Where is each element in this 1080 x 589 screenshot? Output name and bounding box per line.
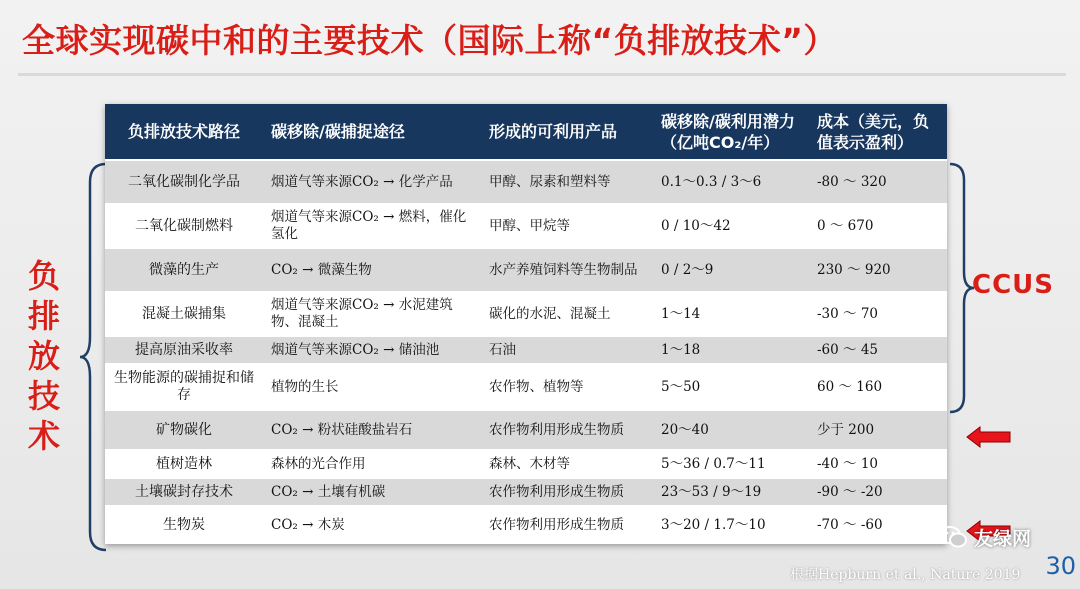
table-row [105, 204, 947, 248]
cell-capture-route: CO₂ → 土壤有机碳 [263, 478, 481, 506]
cell-products: 农作物利用形成生物质 [481, 478, 653, 506]
cell-capture-route: CO₂ → 微藻生物 [263, 248, 481, 292]
column-header-pathway: 负排放技术路径 [105, 104, 263, 160]
cell-potential: 1～18 [653, 336, 809, 364]
title-divider [18, 73, 1066, 76]
cell-potential: 3～20 / 1.7～10 [653, 506, 809, 544]
cell-pathway: 土壤碳封存技术 [105, 478, 263, 506]
cell-cost: 少于 200 [809, 410, 947, 450]
cell-capture-route: 植物的生长 [263, 364, 481, 410]
ccus-label: CCUS [972, 270, 1054, 300]
cell-capture-route: 烟道气等来源CO₂ → 燃料，催化氢化 [263, 204, 481, 248]
cell-pathway: 微藻的生产 [105, 248, 263, 292]
cell-pathway: 二氧化碳制化学品 [105, 160, 263, 204]
negative-emission-label: 负 排 放 技 术 [27, 257, 60, 455]
cell-potential: 5～36 / 0.7～11 [653, 450, 809, 478]
cell-cost: 60 ～ 160 [809, 364, 947, 410]
cell-products: 碳化的水泥、混凝土 [481, 292, 653, 336]
left-brace-icon [78, 162, 108, 552]
cell-capture-route: CO₂ → 粉状硅酸盐岩石 [263, 410, 481, 450]
cell-potential: 0 / 10～42 [653, 204, 809, 248]
table-row [105, 478, 947, 506]
tech-table [105, 104, 947, 544]
slide-title: 全球实现碳中和的主要技术（国际上称“负排放技术”） [22, 21, 837, 60]
cell-products: 农作物、植物等 [481, 364, 653, 410]
column-header-potential: 碳移除/碳利用潜力（亿吨CO₂/年） [653, 104, 809, 160]
cell-potential: 0 / 2～9 [653, 248, 809, 292]
table-row [105, 364, 947, 410]
cell-pathway: 矿物碳化 [105, 410, 263, 450]
wechat-icon [938, 524, 968, 550]
cell-capture-route: 烟道气等来源CO₂ → 化学产品 [263, 160, 481, 204]
left-arrow-icon [966, 426, 1012, 448]
cell-products: 甲醇、尿素和塑料等 [481, 160, 653, 204]
column-header-cost: 成本（美元，负值表示盈利） [809, 104, 947, 160]
cell-cost: -80 ～ 320 [809, 160, 947, 204]
cell-cost: -40 ～ 10 [809, 450, 947, 478]
cell-products: 农作物利用形成生物质 [481, 410, 653, 450]
cell-potential: 23～53 / 9～19 [653, 478, 809, 506]
table-row [105, 450, 947, 478]
cell-capture-route: CO₂ → 木炭 [263, 506, 481, 544]
column-header-capture-route: 碳移除/碳捕捉途径 [263, 104, 481, 160]
cell-products: 甲醇、甲烷等 [481, 204, 653, 248]
cell-cost: 230 ～ 920 [809, 248, 947, 292]
cell-potential: 0.1～0.3 / 3～6 [653, 160, 809, 204]
cell-pathway: 生物炭 [105, 506, 263, 544]
cell-capture-route: 烟道气等来源CO₂ → 水泥建筑物、混凝土 [263, 292, 481, 336]
table-row [105, 410, 947, 450]
cell-potential: 5～50 [653, 364, 809, 410]
cell-pathway: 混凝土碳捕集 [105, 292, 263, 336]
cell-products: 石油 [481, 336, 653, 364]
cell-potential: 20～40 [653, 410, 809, 450]
cell-pathway: 提高原油采收率 [105, 336, 263, 364]
cell-capture-route: 森林的光合作用 [263, 450, 481, 478]
table-row [105, 248, 947, 292]
cell-pathway: 植树造林 [105, 450, 263, 478]
cell-pathway: 生物能源的碳捕捉和储存 [105, 364, 263, 410]
source-citation: 根据Hepburn et al., Nature 2019 [790, 567, 1021, 583]
watermark [938, 522, 1058, 552]
cell-products: 森林、木材等 [481, 450, 653, 478]
table-row [105, 292, 947, 336]
cell-products: 农作物利用形成生物质 [481, 506, 653, 544]
table-header-row [105, 104, 947, 160]
column-header-products: 形成的可利用产品 [481, 104, 653, 160]
cell-pathway: 二氧化碳制燃料 [105, 204, 263, 248]
cell-capture-route: 烟道气等来源CO₂ → 储油池 [263, 336, 481, 364]
cell-potential: 1～14 [653, 292, 809, 336]
table-row [105, 336, 947, 364]
page-number: 30 [1045, 552, 1076, 580]
cell-products: 水产养殖饲料等生物制品 [481, 248, 653, 292]
negative-emission-table [105, 104, 947, 544]
cell-cost: -70 ～ -60 [809, 506, 947, 544]
cell-cost: 0 ～ 670 [809, 204, 947, 248]
cell-cost: -30 ～ 70 [809, 292, 947, 336]
cell-cost: -90 ～ -20 [809, 478, 947, 506]
watermark-text: 友绿网 [974, 527, 1032, 550]
cell-cost: -60 ～ 45 [809, 336, 947, 364]
table-row [105, 160, 947, 204]
table-row [105, 506, 947, 544]
